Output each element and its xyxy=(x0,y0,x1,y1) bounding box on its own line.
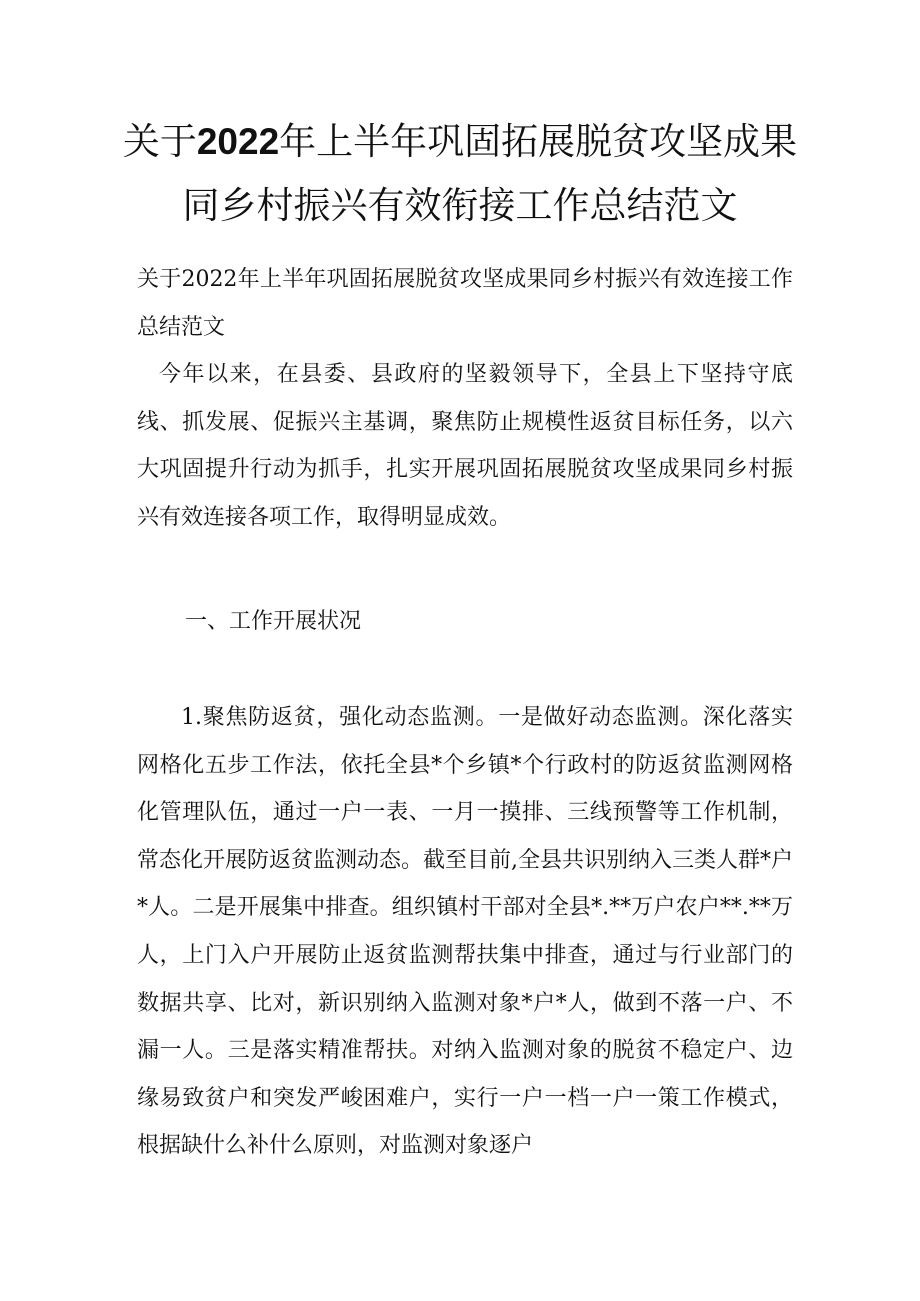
title-year: 2022 xyxy=(196,121,280,162)
document-title-line-1 xyxy=(90,118,830,166)
document-subtitle: 关于2022年上半年巩固拓展脱贫攻坚成果同乡村振兴有效连接工作总结范文 xyxy=(137,267,793,340)
section-heading: 一、工作开展状况 xyxy=(185,609,362,634)
intro-paragraph: 今年以来，在县委、县政府的坚毅领导下，全县上下坚持守底线、抓发展、促振兴主基调，聚焦防止规模性返贫目标任务，以六大巩固提升行动为抓手，扎实开展巩固拓展脱贫攻坚成果同乡村振兴有效连接各项工作，取得明显成效。 xyxy=(137,362,793,530)
document-title-line-2: 同乡村振兴有效衔接工作总结范文 xyxy=(182,184,738,227)
title-prefix: 关于 xyxy=(122,120,197,163)
paragraph-1: 1.聚焦防返贫，强化动态监测。一是做好动态监测。深化落实网格化五步工作法，依托全县*个乡镇*个行政村的防返贫监测网格化管理队伍，通过一户一表、一月一摸排、三线预警等工作机制，常态化开展防返贫监测动态。截至目前,全县共识别纳入三类人群*户*人。二是开展集中排查。组织镇村干部对全县*.**万户农户**.**万人，上门入户开展防止返贫监测帮扶集中排查，通过与行业部门的数据共享、比对，新识别纳入监测对象*户*人，做到不落一户、不漏一人。三是落实精准帮扶。对纳入监测对象的脱贫不稳定户、边缘易致贫户和突发严峻困难户，实行一户一档一户一策工作模式，根据缺什么补什么原则，对监测对象逐户 xyxy=(137,705,793,1159)
title-suffix: 年上半年巩固拓展脱贫攻坚成果 xyxy=(279,120,798,163)
